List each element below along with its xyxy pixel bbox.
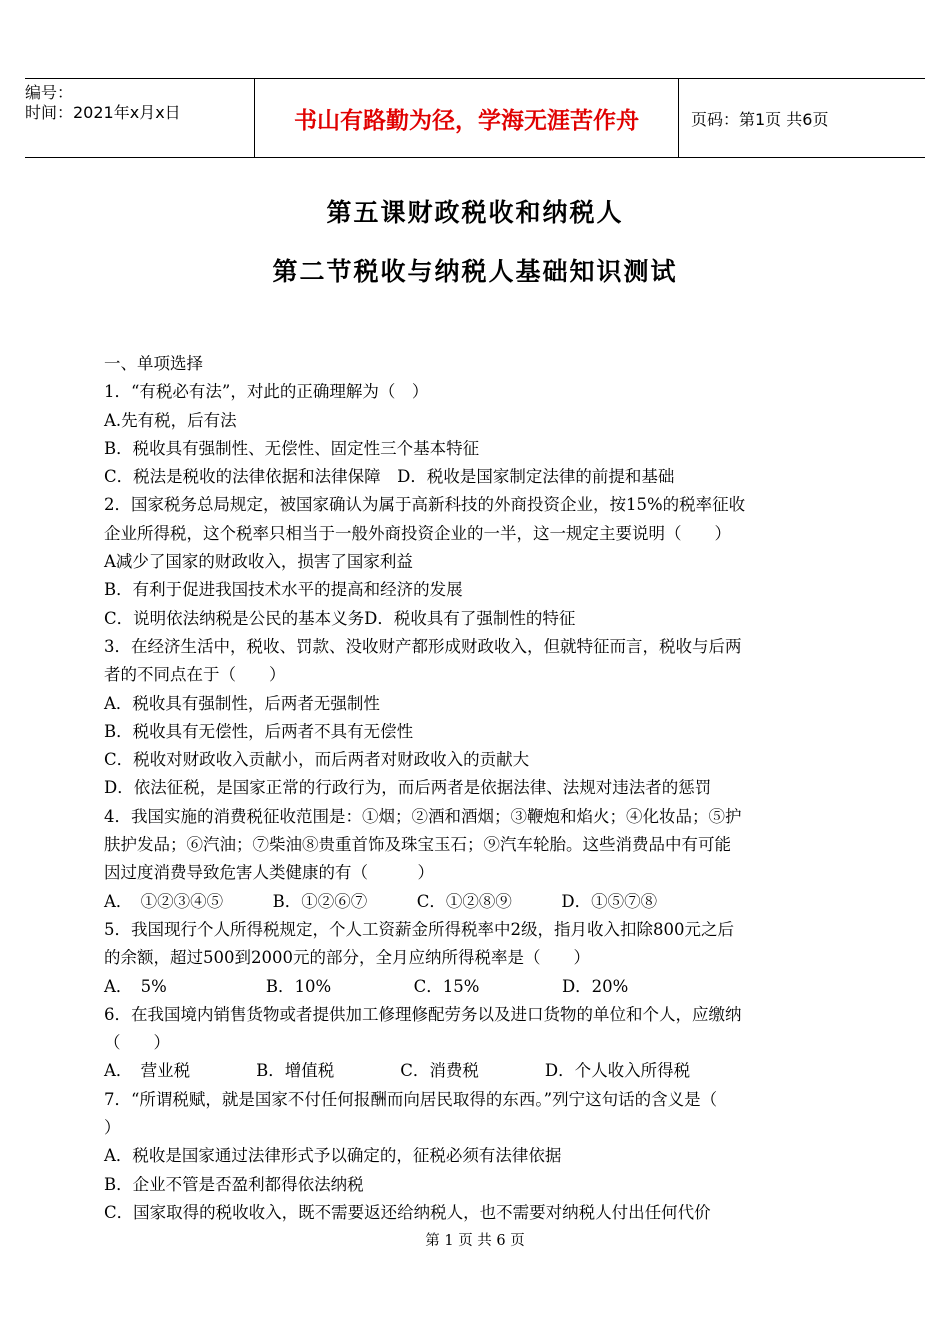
text-line: A． 营业税 B．增值税 C．消费税 D．个人收入所得税 [104, 1061, 691, 1081]
text-line: 6．在我国境内销售货物或者提供加工修理修配劳务以及进口货物的单位和个人，应缴纳 [104, 1004, 742, 1024]
text-line: C．税收对财政收入贡献小，而后两者对财政收入的贡献大 [104, 750, 530, 770]
text-line: 5．我国现行个人所得税规定，个人工资薪金所得税率中2级，指月收入扣除800元之后 [104, 919, 734, 939]
text-line: 肤护发品；⑥汽油；⑦柴油⑧贵重首饰及珠宝玉石；⑨汽车轮胎。这些消费品中有可能 [104, 835, 731, 855]
text-line: 因过度消费导致危害人类健康的有（ ） [104, 863, 434, 883]
text-line: 的余额，超过500到2000元的部分，全月应纳所得税率是（ ） [104, 948, 590, 968]
text-line: A减少了国家的财政收入，损害了国家利益 [104, 552, 413, 572]
text-line: 者的不同点在于（ ） [104, 665, 286, 685]
text-line: 企业所得税，这个税率只相当于一般外商投资企业的一半，这一规定主要说明（ ） [104, 523, 731, 543]
text-line: 7．“所谓税赋，就是国家不付任何报酬而向居民取得的东西。”列宁这句话的含义是（ [104, 1089, 718, 1109]
text-line: C．说明依法纳税是公民的基本义务D．税收具有了强制性的特征 [104, 608, 576, 628]
page-footer: 第 1 页 共 6 页 [425, 1233, 525, 1249]
text-line: ） [104, 1118, 121, 1138]
header-motto-cell [254, 79, 679, 157]
page-info: 页码：第1页 共6页 [691, 109, 829, 129]
document-subtitle: 第二节税收与纳税人基础知识测试 [272, 257, 678, 286]
text-line: A．税收具有强制性，后两者无强制性 [104, 693, 380, 713]
text-line: 4．我国实施的消费税征收范围是：①烟；②酒和酒烟；③鞭炮和焰火；④化妆品；⑤护 [104, 806, 742, 826]
text-line: C．税法是税收的法律依据和法律保障 D．税收是国家制定法律的前提和基础 [104, 467, 675, 487]
motto-text: 书山有路勤为径，学海无涯苦作舟 [294, 107, 639, 134]
text-line: A． ①②③④⑤ B．①②⑥⑦ C．①②⑧⑨ D．①⑤⑦⑧ [104, 891, 658, 911]
text-line: 1．“有税必有法”，对此的正确理解为（ ） [104, 382, 429, 402]
text-line: C．国家取得的税收收入，既不需要返还给纳税人，也不需要对纳税人付出任何代价 [104, 1202, 711, 1222]
text-line: 3．在经济生活中，税收、罚款、没收财产都形成财政收入，但就特征而言，税收与后两 [104, 636, 742, 656]
text-line: （ ） [104, 1033, 170, 1053]
header-page-cell [679, 79, 925, 157]
header-table [25, 78, 925, 158]
text-line: A.先有税，后有法 [104, 410, 237, 430]
text-line: 一、单项选择 [104, 354, 203, 373]
text-line: B．有利于促进我国技术水平的提高和经济的发展 [104, 580, 463, 600]
text-line: B．企业不管是否盈利都得依法纳税 [104, 1174, 364, 1194]
text-line: A．税收是国家通过法律形式予以确定的，征税必须有法律依据 [104, 1146, 562, 1166]
text-line: B．税收具有无偿性，后两者不具有无偿性 [104, 721, 414, 741]
text-line: D．依法征税，是国家正常的行政行为，而后两者是依据法律、法规对违法者的惩罚 [104, 778, 712, 798]
document-title: 第五课财政税收和纳税人 [326, 198, 624, 227]
number-label: 编号： [25, 83, 74, 102]
time-label: 时间：2021年x月x日 [25, 103, 181, 122]
text-line: 2．国家税务总局规定，被国家确认为属于高新科技的外商投资企业，按15%的税率征收 [104, 495, 746, 515]
header-left-cell [25, 79, 254, 157]
question-content [104, 350, 864, 1227]
text-line: A． 5% B．10% C．15% D．20% [104, 976, 629, 996]
text-line: B．税收具有强制性、无偿性、固定性三个基本特征 [104, 438, 480, 458]
